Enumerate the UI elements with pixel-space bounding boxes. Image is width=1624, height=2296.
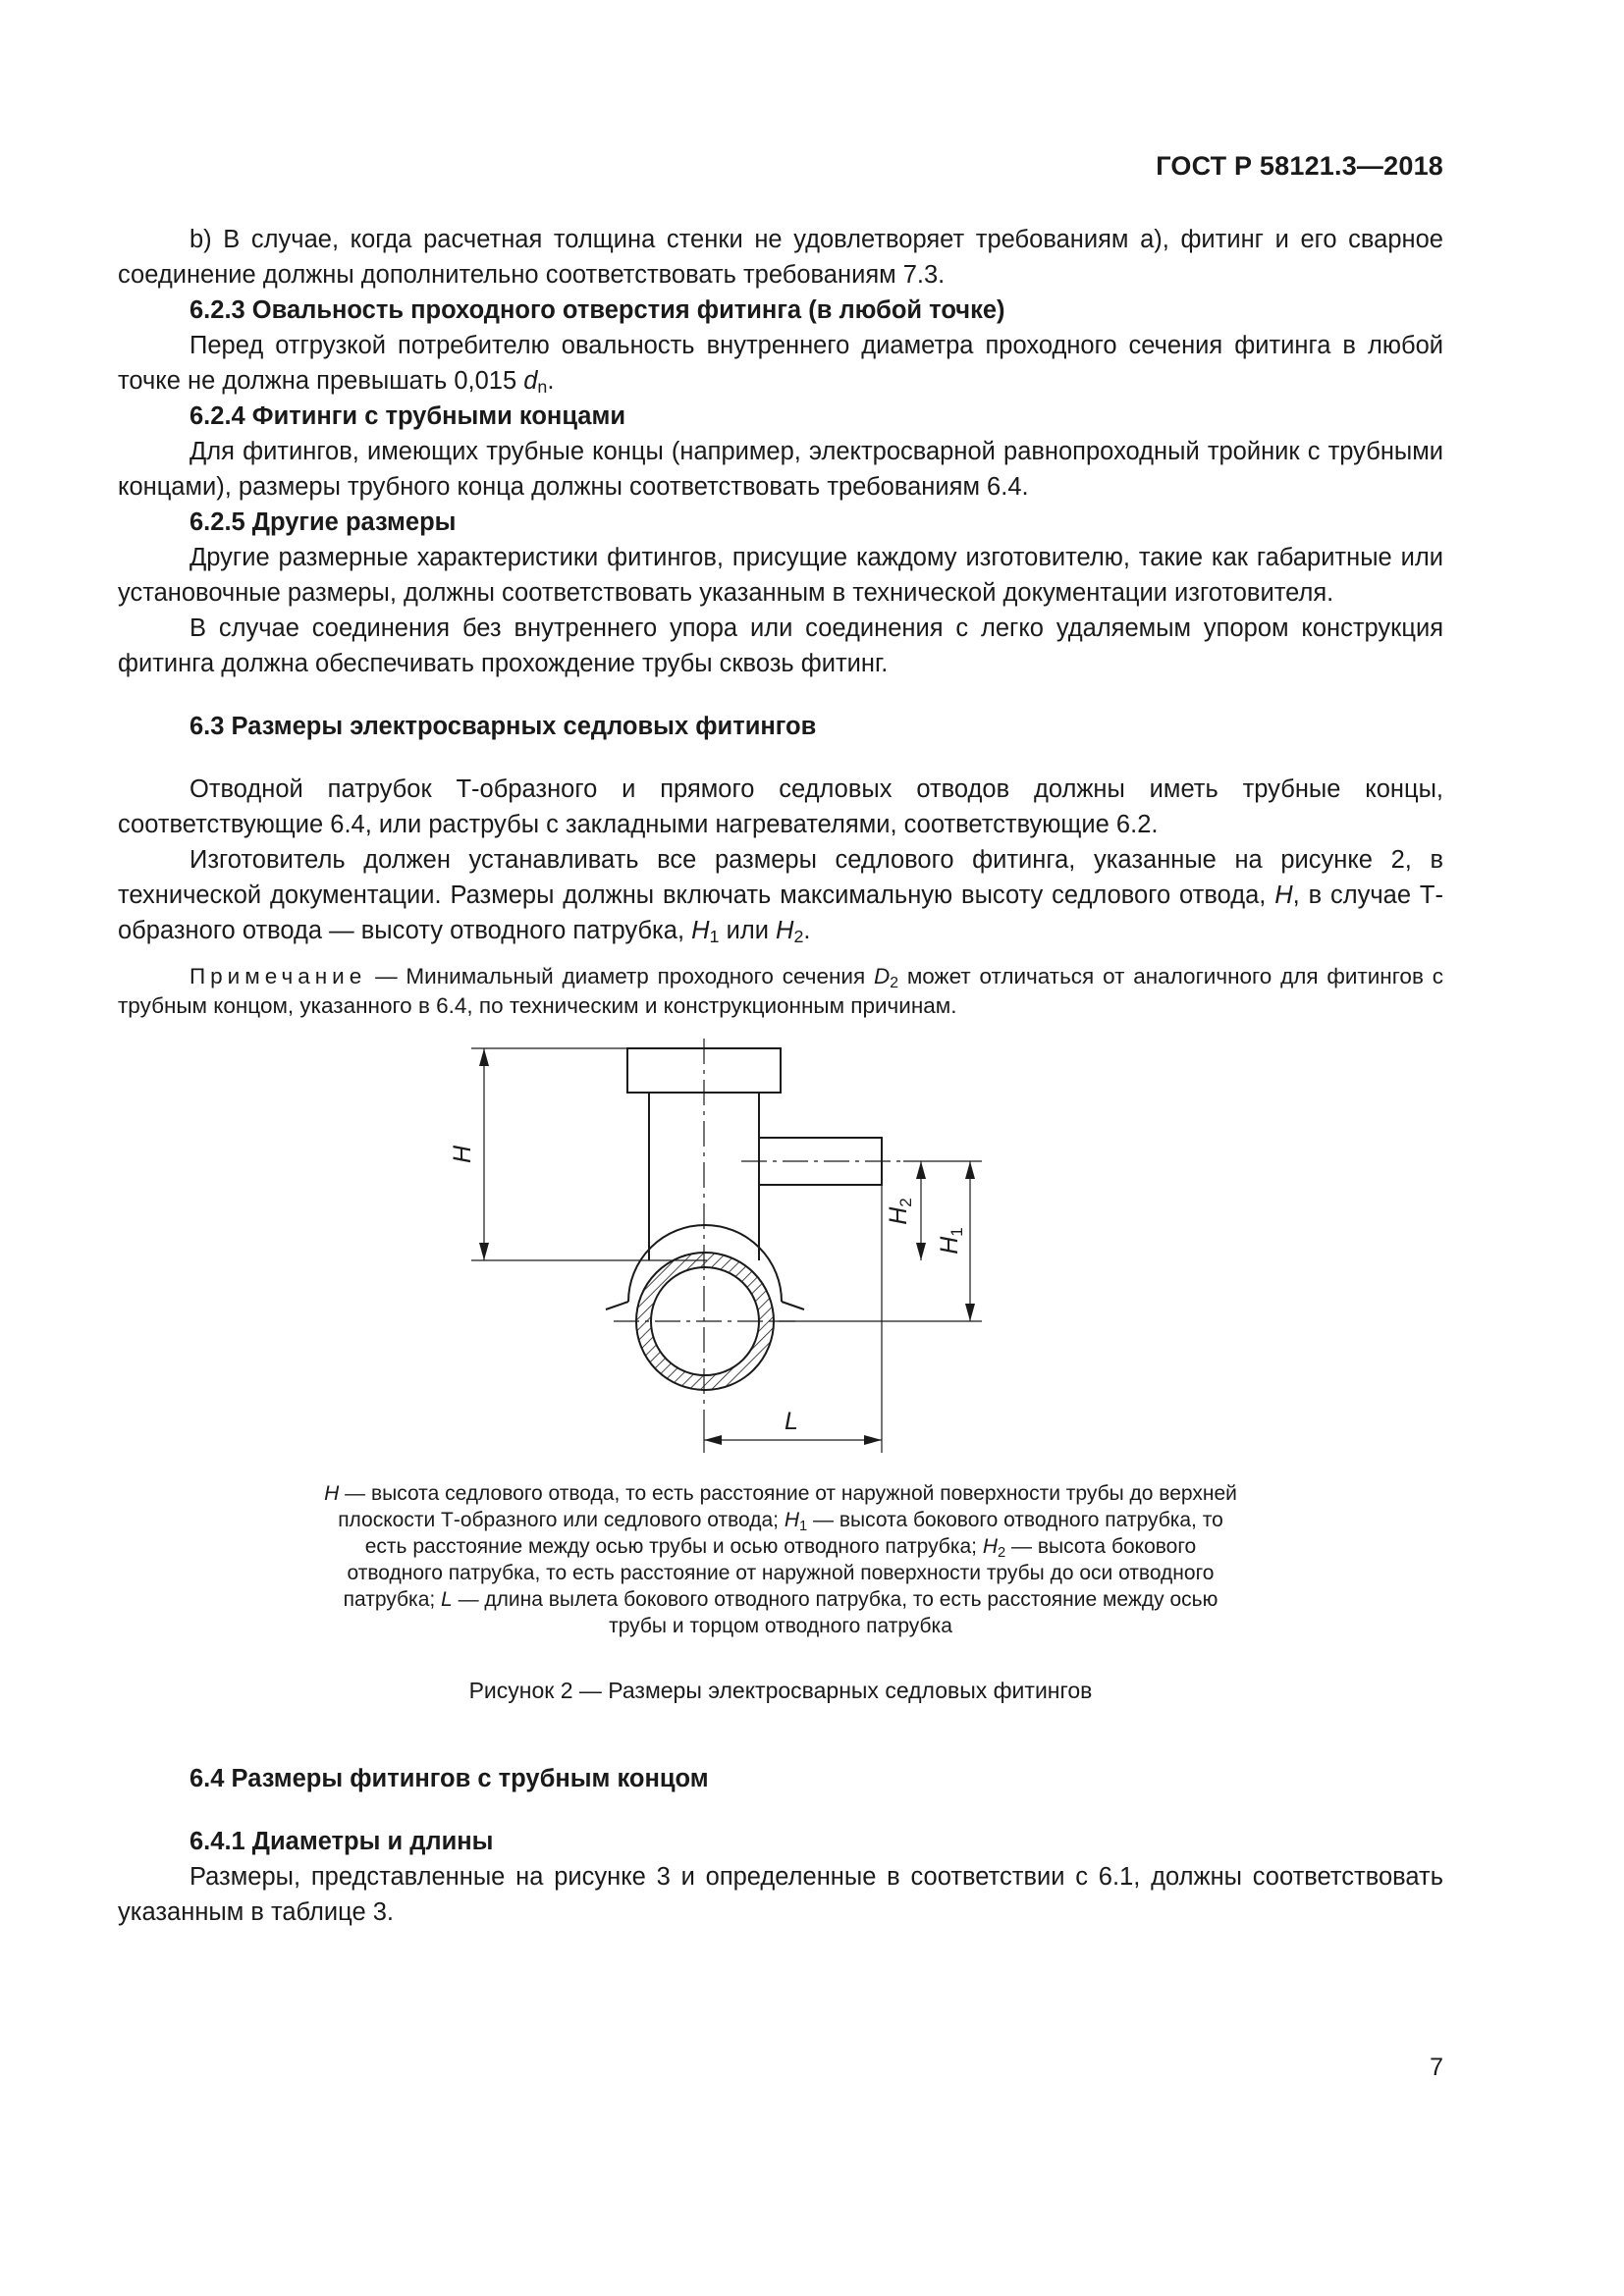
l-arrow-right [864, 1435, 882, 1445]
h1-arrow-top [965, 1161, 975, 1179]
label-h: H [449, 1145, 476, 1164]
section-6-3-text-2: Изготовитель должен устанавливать все размеры седлового фитинга, указанные на рисунке 2, в технической документации. Размеры должны включать максимальную высоту седлового отвода, H, в случае Т-образного отвода — высоту отводного патрубка, $H_1$ или $H_2$. [118, 846, 1443, 946]
label-h1: $H_1$ [936, 1227, 966, 1255]
figure-2-drawing [118, 1039, 1443, 1480]
section-6-4-title: 6.4 Размеры фитингов с трубным концом [189, 1765, 709, 1792]
section-6-2-5-text-1: Другие размерные характеристики фитингов, присущие каждому изготовителю, такие как габаритные или установочные размеры, должны соответствовать указанным в технической документации изготовителя. [118, 544, 1443, 607]
label-l: L [785, 1408, 798, 1435]
saddle-fitting-diagram [118, 1039, 1443, 1480]
section-6-4-1-title: 6.4.1 Диаметры и длины [189, 1828, 494, 1855]
side-outlet [759, 1138, 882, 1185]
h1-arrow-bottom [965, 1304, 975, 1321]
l-arrow-left [704, 1435, 722, 1445]
section-6-3-note: Примечание — Минимальный диаметр проходного сечения $D_2$ может отличаться от аналогичного для фитингов с трубным концом, указанного в 6.4, по техническим и конструкционным причинам. [118, 964, 1443, 1018]
section-6-3-text-1: Отводной патрубок Т-образного и прямого седловых отводов должны иметь трубные концы, соответствующие 6.4, или раструбы с закладными нагревателями, соответствующие 6.2. [118, 775, 1443, 838]
h-arrow-bottom [479, 1243, 489, 1260]
section-6-2-5-title: 6.2.5 Другие размеры [189, 508, 457, 536]
figure-2-caption: Рисунок 2 — Размеры электросварных седловых фитингов [468, 1678, 1093, 1703]
section-6-2-3-title: 6.2.3 Овальность проходного отверстия фитинга (в любой точке) [189, 296, 1005, 324]
page-number: 7 [1430, 2054, 1443, 2081]
h2-arrow-bottom [916, 1243, 926, 1260]
paragraph-b: b) В случае, когда расчетная толщина стенки не удовлетворяет требованиям а), фитинг и его сварное соединение должны дополнительно соответствовать требованиям 7.3. [118, 226, 1443, 289]
section-6-2-5-text-2: В случае соединения без внутреннего упора или соединения с легко удаляемым упором конструкция фитинга должна обеспечивать прохождение трубы сквозь фитинг. [118, 614, 1443, 677]
section-6-2-3-text: Перед отгрузкой потребителю овальность внутреннего диаметра проходного сечения фитинга в любой точке не должна превышать 0,015 $d_n$. [118, 332, 1443, 397]
section-6-2-4-text: Для фитингов, имеющих трубные концы (например, электросварной равнопроходный тройник с трубными концами), размеры трубного конца должны соответствовать требованиям 6.4. [118, 438, 1443, 501]
section-6-2-4-title: 6.2.4 Фитинги с трубными концами [189, 402, 626, 430]
saddle-wing-right [782, 1302, 804, 1309]
document-number-header: ГОСТ Р 58121.3—2018 [1156, 151, 1443, 181]
saddle-wing-left [606, 1302, 628, 1309]
figure-2-legend: H — высота седлового отвода, то есть расстояние от наружной поверхности трубы до верхней плоскости Т-образного или седлового отвода; $H_1$ — высота бокового отводного патрубка, то есть расстояние между осью трубы и осью отводного патрубка; $H_2$ — высота бокового отводного патрубка, то есть расстояние от наружной поверхности трубы до оси отводного патрубка; L — длина вылета бокового отводного патрубка, то есть расстояние между осью трубы и торцом отводного патрубка [324, 1482, 1237, 1637]
h2-arrow-top [916, 1161, 926, 1179]
page-content [118, 222, 1443, 1930]
section-6-3-title: 6.3 Размеры электросварных седловых фитингов [189, 713, 817, 740]
label-h2: $H_2$ [885, 1198, 915, 1225]
section-6-4-1-text: Размеры, представленные на рисунке 3 и определенные в соответствии с 6.1, должны соответствовать указанным в таблице 3. [118, 1863, 1443, 1926]
h-arrow-top [479, 1048, 489, 1066]
